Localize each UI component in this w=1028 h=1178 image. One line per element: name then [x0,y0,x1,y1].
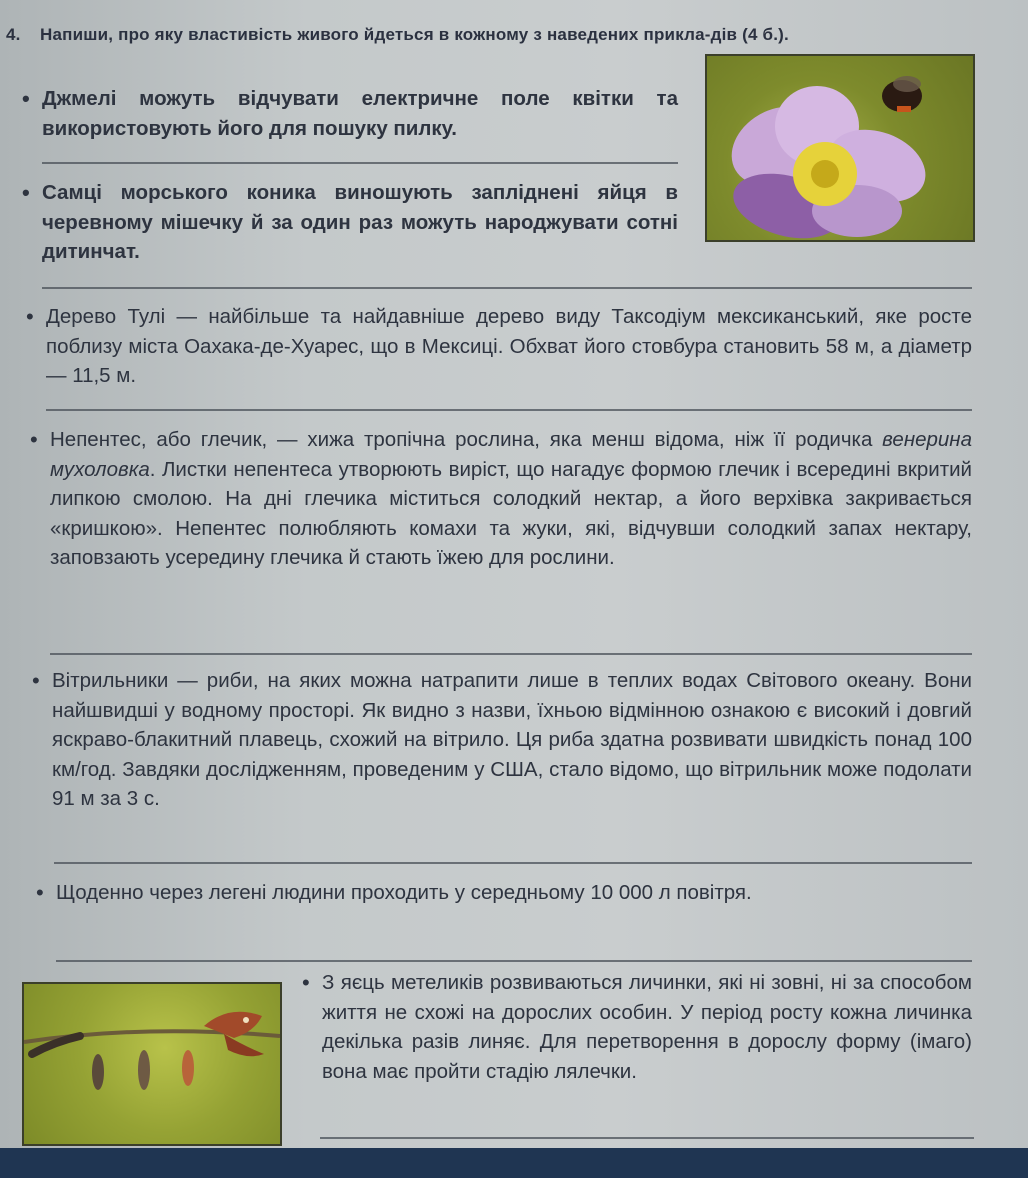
answer-line[interactable] [56,960,972,962]
bottom-bar [0,1148,1028,1178]
flower-illustration [707,56,973,240]
example-text-italic: венерина мухоловка [50,428,972,481]
task-instruction: Напиши, про яку властивість живого йдеться в кожному з наведених прикла-дів (4 б.). [40,25,789,44]
example-item-nepenthes [30,425,972,573]
task-number: 4. [6,25,21,44]
example-text-part: Непентес, або глечик, — хижа тропічна рослина, яка менш відома, ніж її родичка [50,428,883,451]
bullet: • [22,180,30,205]
butterfly-metamorphosis-photo [22,982,282,1146]
flower-bumblebee-photo [705,54,975,242]
bullet: • [36,880,44,905]
bullet: • [26,304,34,329]
example-text: Самці морського коника виношують запліднені яйця в черевному мішечку й за один раз можуть народжувати сотні дитинчат. [42,181,678,263]
task-heading [6,22,981,48]
answer-line[interactable] [42,287,972,289]
bullet: • [30,427,38,452]
bullet: • [302,970,310,995]
example-text-part: . Листки непентеса утворюють виріст, що нагадує формою глечик і всередині вкритий липкою смолою. На дні глечика міститься солодкий нектар, а його верхівка закривається «кришкою». Непентес полюбляють комахи та жуки, які, відчувши солодкий запах нектару, заповзають усередину глечика й стають їжею для рослини. [50,457,972,569]
example-item-bumblebees [22,84,678,143]
example-text: З яєць метеликів розвиваються личинки, які ні зовні, ні за способом життя не схожі на дорослих особин. У період росту кожна личинка декілька разів линяє. Для перетворення в дорослу форму (імаго) вона має пройти стадію лялечки. [322,971,972,1083]
example-item-butterflies [302,968,972,1086]
example-text: Щоденно через легені людини проходить у середньому 10 000 л повітря. [56,881,752,904]
bullet: • [32,668,40,693]
answer-line[interactable] [42,162,678,164]
example-text: Джмелі можуть відчувати електричне поле квітки та використовують його для пошуку пилку. [42,87,678,140]
example-item-tule-tree [26,302,972,391]
example-text: Вітрильники — риби, на яких можна натрапити лише в теплих водах Світового океану. Вони найшвидші у водному просторі. Як видно з назви, їхньою відмінною ознакою є високий і довгий яскраво-блакитний плавець, схожий на вітрило. Ця риба здатна розвивати швидкість понад 100 км/год. Завдяки дослідженням, проведеним у США, стало відомо, що вітрильник може подолати 91 м за 3 с. [52,669,972,810]
example-text: Дерево Тулі — найбільше та найдавніше дерево виду Таксодіум мексиканський, яке росте поблизу міста Оахака-де-Хуарес, що в Мексиці. Обхват його стовбура становить 58 м, а діаметр — 11,5 м. [46,305,972,387]
bullet: • [22,86,30,111]
answer-line[interactable] [50,653,972,655]
example-item-sailfish [32,666,972,814]
answer-line[interactable] [54,862,972,864]
answer-line[interactable] [320,1137,974,1139]
metamorphosis-illustration [24,984,280,1144]
example-item-lungs [36,878,972,908]
example-item-seahorse [22,178,678,267]
answer-line[interactable] [46,409,972,411]
